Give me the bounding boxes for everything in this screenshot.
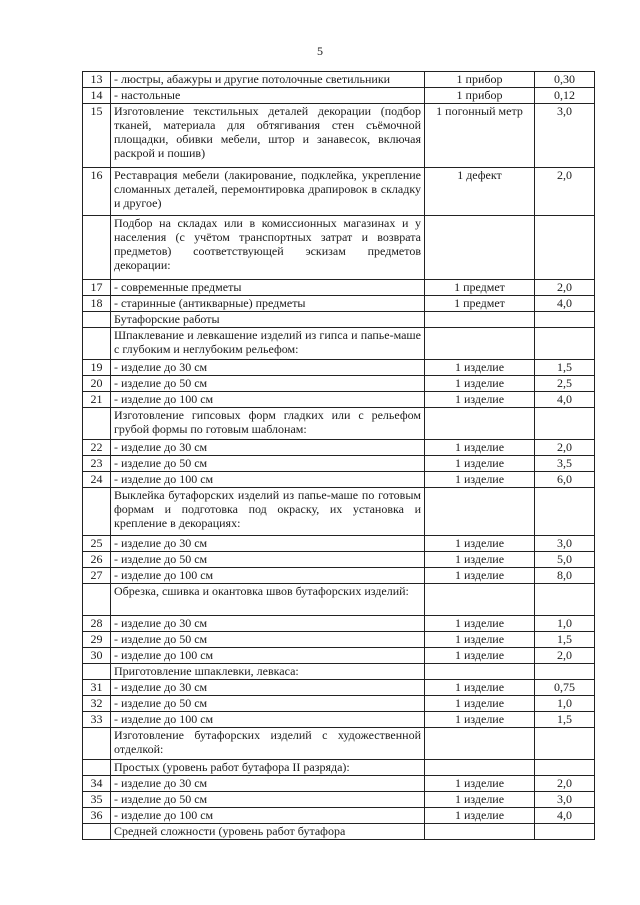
table-row (83, 488, 595, 536)
row-number-cell (83, 760, 111, 776)
row-number-cell: 16 (83, 168, 111, 216)
row-value-cell: 2,0 (535, 776, 595, 792)
row-description-cell: Изготовление текстильных деталей декорации (подбор тканей, материала для обтягивания стен съёмочной площадки, обивки мебели, штор и занавесок, включая раскрой и пошив) (111, 104, 425, 168)
row-number-cell: 15 (83, 104, 111, 168)
row-number-cell (83, 664, 111, 680)
row-number-cell (83, 312, 111, 328)
row-value-cell: 4,0 (535, 808, 595, 824)
table-row (83, 824, 595, 840)
row-description-cell: Приготовление шпаклевки, левкаса: (111, 664, 425, 680)
row-unit-cell: 1 предмет (425, 296, 535, 312)
row-unit-cell: 1 изделие (425, 680, 535, 696)
row-unit-cell: 1 изделие (425, 648, 535, 664)
row-unit-cell: 1 изделие (425, 616, 535, 632)
row-unit-cell (425, 824, 535, 840)
row-number-cell: 18 (83, 296, 111, 312)
row-value-cell: 2,0 (535, 440, 595, 456)
row-unit-cell (425, 584, 535, 616)
row-unit-cell (425, 728, 535, 760)
row-description-cell: Реставрация мебели (лакирование, подклейка, укрепление сломанных деталей, перемонтировка драпировок в складку и другое) (111, 168, 425, 216)
row-unit-cell: 1 изделие (425, 536, 535, 552)
row-unit-cell: 1 изделие (425, 392, 535, 408)
row-description-cell: - изделие до 30 см (111, 440, 425, 456)
row-unit-cell: 1 изделие (425, 696, 535, 712)
table-row (83, 568, 595, 584)
row-unit-cell (425, 664, 535, 680)
row-unit-cell (425, 312, 535, 328)
row-unit-cell (425, 216, 535, 280)
row-description-cell: Шпаклевание и левкашение изделий из гипса и папье-маше с глубоким и неглубоким рельефом: (111, 328, 425, 360)
row-number-cell (83, 408, 111, 440)
row-number-cell: 17 (83, 280, 111, 296)
table-row (83, 808, 595, 824)
row-value-cell (535, 584, 595, 616)
table-row (83, 616, 595, 632)
row-number-cell (83, 328, 111, 360)
row-description-cell: Выклейка бутафорских изделий из папье-маше по готовым формам и подготовка под окраску, их установка и крепление в декорациях: (111, 488, 425, 536)
row-unit-cell (425, 760, 535, 776)
row-number-cell: 13 (83, 72, 111, 88)
row-description-cell: - изделие до 100 см (111, 648, 425, 664)
row-description-cell: Средней сложности (уровень работ бутафора (111, 824, 425, 840)
row-description-cell: - изделие до 30 см (111, 776, 425, 792)
row-value-cell (535, 216, 595, 280)
row-number-cell: 33 (83, 712, 111, 728)
row-unit-cell: 1 изделие (425, 776, 535, 792)
table-row (83, 648, 595, 664)
row-unit-cell: 1 изделие (425, 376, 535, 392)
row-number-cell: 36 (83, 808, 111, 824)
row-unit-cell: 1 изделие (425, 472, 535, 488)
row-description-cell: Бутафорские работы (111, 312, 425, 328)
table-row (83, 760, 595, 776)
row-number-cell: 34 (83, 776, 111, 792)
row-value-cell: 2,0 (535, 648, 595, 664)
row-description-cell: - люстры, абажуры и другие потолочные светильники (111, 72, 425, 88)
row-value-cell: 3,0 (535, 536, 595, 552)
table-row (83, 472, 595, 488)
row-description-cell: - изделие до 50 см (111, 632, 425, 648)
row-number-cell: 28 (83, 616, 111, 632)
row-description-cell: - изделие до 100 см (111, 712, 425, 728)
row-value-cell: 0,75 (535, 680, 595, 696)
row-value-cell: 5,0 (535, 552, 595, 568)
table-row (83, 456, 595, 472)
row-number-cell (83, 824, 111, 840)
row-value-cell: 3,0 (535, 792, 595, 808)
table-row (83, 552, 595, 568)
row-number-cell: 30 (83, 648, 111, 664)
table-row (83, 680, 595, 696)
row-value-cell (535, 328, 595, 360)
row-number-cell: 26 (83, 552, 111, 568)
row-description-cell: - изделие до 100 см (111, 568, 425, 584)
row-description-cell: - настольные (111, 88, 425, 104)
row-value-cell: 8,0 (535, 568, 595, 584)
row-unit-cell: 1 изделие (425, 456, 535, 472)
table-row (83, 792, 595, 808)
row-description-cell: - изделие до 50 см (111, 792, 425, 808)
row-unit-cell: 1 прибор (425, 72, 535, 88)
row-unit-cell: 1 изделие (425, 568, 535, 584)
row-description-cell: - изделие до 30 см (111, 616, 425, 632)
row-number-cell: 14 (83, 88, 111, 104)
row-number-cell: 23 (83, 456, 111, 472)
row-description-cell: Обрезка, сшивка и окантовка швов бутафорских изделий: (111, 584, 425, 616)
row-description-cell: Изготовление гипсовых форм гладких или с рельефом грубой формы по готовым шаблонам: (111, 408, 425, 440)
row-unit-cell: 1 изделие (425, 712, 535, 728)
row-number-cell: 25 (83, 536, 111, 552)
row-description-cell: - изделие до 30 см (111, 680, 425, 696)
table-row (83, 728, 595, 760)
row-unit-cell (425, 488, 535, 536)
table-row (83, 72, 595, 88)
row-description-cell: - старинные (антикварные) предметы (111, 296, 425, 312)
row-number-cell: 19 (83, 360, 111, 376)
row-description-cell: Простых (уровень работ бутафора II разряда): (111, 760, 425, 776)
table-row (83, 440, 595, 456)
row-value-cell (535, 824, 595, 840)
page-number: 5 (317, 44, 323, 58)
table-row (83, 280, 595, 296)
table-row (83, 392, 595, 408)
row-value-cell (535, 312, 595, 328)
row-number-cell: 21 (83, 392, 111, 408)
row-unit-cell: 1 дефект (425, 168, 535, 216)
row-description-cell: Изготовление бутафорских изделий с художественной отделкой: (111, 728, 425, 760)
row-unit-cell: 1 изделие (425, 792, 535, 808)
row-value-cell: 1,0 (535, 616, 595, 632)
table-row (83, 408, 595, 440)
row-value-cell: 3,5 (535, 456, 595, 472)
row-value-cell: 1,0 (535, 696, 595, 712)
table-row (83, 712, 595, 728)
table-row (83, 312, 595, 328)
row-unit-cell: 1 изделие (425, 440, 535, 456)
table-row (83, 584, 595, 616)
table-row (83, 376, 595, 392)
row-value-cell (535, 760, 595, 776)
row-value-cell: 0,30 (535, 72, 595, 88)
table-row (83, 536, 595, 552)
row-description-cell: - изделие до 50 см (111, 456, 425, 472)
row-number-cell (83, 728, 111, 760)
row-number-cell (83, 488, 111, 536)
row-unit-cell: 1 изделие (425, 360, 535, 376)
row-value-cell: 1,5 (535, 712, 595, 728)
row-unit-cell: 1 погонный метр (425, 104, 535, 168)
row-value-cell: 2,5 (535, 376, 595, 392)
row-value-cell: 3,0 (535, 104, 595, 168)
table-row (83, 328, 595, 360)
row-description-cell: - изделие до 50 см (111, 376, 425, 392)
table-row (83, 360, 595, 376)
table-row (83, 88, 595, 104)
row-unit-cell: 1 изделие (425, 808, 535, 824)
row-unit-cell: 1 изделие (425, 552, 535, 568)
row-description-cell: - современные предметы (111, 280, 425, 296)
row-number-cell: 20 (83, 376, 111, 392)
row-value-cell: 1,5 (535, 632, 595, 648)
row-number-cell (83, 216, 111, 280)
row-number-cell: 32 (83, 696, 111, 712)
row-number-cell: 31 (83, 680, 111, 696)
table-row (83, 664, 595, 680)
row-description-cell: Подбор на складах или в комиссионных магазинах и у населения (с учётом транспортных затрат и возврата предметов) соответствующей эскизам предметов декорации: (111, 216, 425, 280)
row-description-cell: - изделие до 100 см (111, 472, 425, 488)
table-row (83, 168, 595, 216)
row-value-cell: 2,0 (535, 280, 595, 296)
row-value-cell (535, 664, 595, 680)
row-value-cell: 4,0 (535, 392, 595, 408)
row-value-cell: 1,5 (535, 360, 595, 376)
row-unit-cell: 1 прибор (425, 88, 535, 104)
row-value-cell (535, 408, 595, 440)
row-description-cell: - изделие до 30 см (111, 536, 425, 552)
row-description-cell: - изделие до 50 см (111, 552, 425, 568)
table-row (83, 296, 595, 312)
row-value-cell (535, 728, 595, 760)
table-row (83, 696, 595, 712)
row-unit-cell: 1 изделие (425, 632, 535, 648)
rates-table (82, 71, 595, 840)
table-row (83, 776, 595, 792)
row-description-cell: - изделие до 100 см (111, 808, 425, 824)
row-unit-cell (425, 408, 535, 440)
row-number-cell (83, 584, 111, 616)
table-row (83, 104, 595, 168)
row-number-cell: 27 (83, 568, 111, 584)
row-value-cell: 2,0 (535, 168, 595, 216)
row-number-cell: 24 (83, 472, 111, 488)
row-value-cell: 0,12 (535, 88, 595, 104)
row-value-cell (535, 488, 595, 536)
row-description-cell: - изделие до 100 см (111, 392, 425, 408)
row-unit-cell (425, 328, 535, 360)
row-description-cell: - изделие до 50 см (111, 696, 425, 712)
table-row (83, 632, 595, 648)
row-number-cell: 35 (83, 792, 111, 808)
row-unit-cell: 1 предмет (425, 280, 535, 296)
row-number-cell: 22 (83, 440, 111, 456)
row-number-cell: 29 (83, 632, 111, 648)
row-value-cell: 4,0 (535, 296, 595, 312)
table-body (83, 72, 595, 840)
table-row (83, 216, 595, 280)
row-description-cell: - изделие до 30 см (111, 360, 425, 376)
row-value-cell: 6,0 (535, 472, 595, 488)
